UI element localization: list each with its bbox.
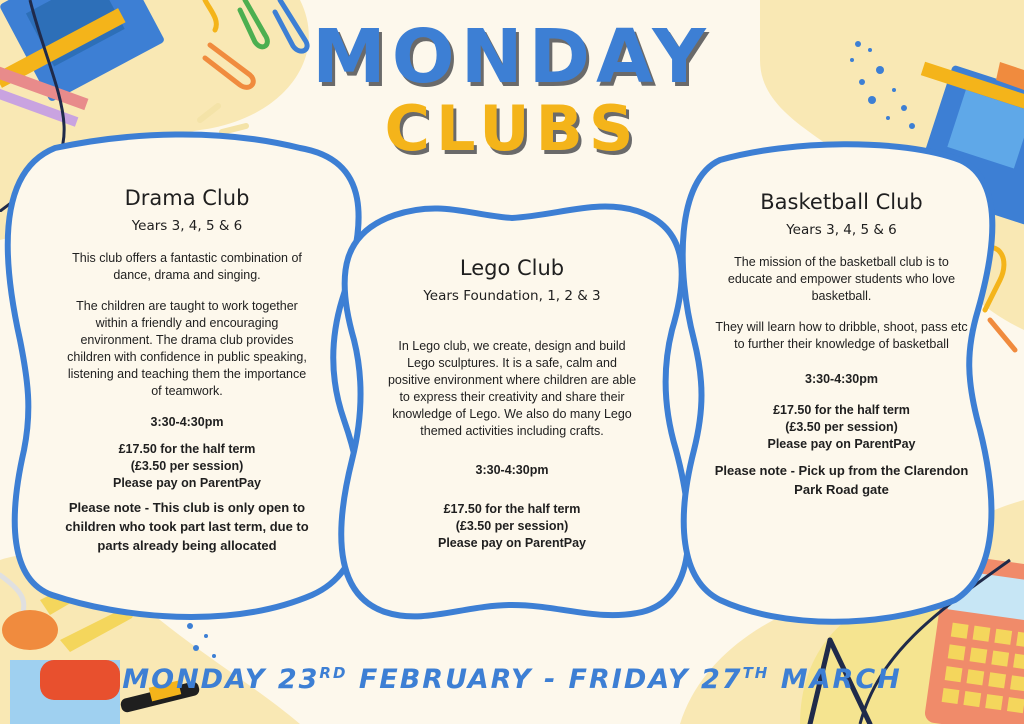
club-description: This club offers a fantastic combination of dance, drama and singing. (72, 251, 302, 282)
club-description: In Lego club, we create, design and build Lego sculptures. It is a safe, calm and positive environment where children are able to express their creativity and share their knowledge of Lego. We also do many Lego themed activities including crafts. (387, 339, 637, 438)
club-time: 3:30-4:30pm (805, 372, 878, 386)
club-time: 3:30-4:30pm (150, 415, 224, 429)
club-price: £17.50 for the half term (118, 442, 256, 456)
club-payment: Please pay on ParentPay (767, 437, 916, 451)
club-per-session: (£3.50 per session) (130, 459, 244, 473)
club-per-session: (£3.50 per session) (455, 519, 569, 533)
card-drama-club (62, 186, 312, 561)
club-name: Basketball Club (760, 190, 923, 214)
club-per-session: (£3.50 per session) (785, 420, 898, 434)
date-end: MARCH (769, 664, 902, 695)
date-end-suffix: TH (742, 664, 770, 682)
club-note: Please note - This club is only open to children who took part last term, due to parts already being allocated (65, 500, 309, 553)
club-description: The mission of the basketball club is to educate and empower students who love basketball. (727, 255, 956, 303)
card-basketball-club (714, 190, 969, 505)
card-lego-club (387, 256, 637, 558)
title-monday: MONDAY (312, 14, 712, 100)
club-price: £17.50 for the half term (443, 502, 581, 516)
club-description: The children are taught to work together within a friendly and encouraging environment. The drama club provides children with confidence in public speaking, listening and teaching them the importance of teamwork. (67, 299, 307, 398)
club-note: Please note - Pick up from the Clarendon Park Road gate (714, 463, 969, 497)
date-start-suffix: RD (319, 664, 348, 682)
club-name: Drama Club (124, 186, 250, 210)
club-payment: Please pay on ParentPay (113, 476, 261, 490)
club-payment: Please pay on ParentPay (438, 536, 586, 550)
club-years: Years 3, 4, 5 & 6 (131, 218, 243, 234)
title-clubs: CLUBS (384, 92, 640, 165)
club-years: Years 3, 4, 5 & 6 (786, 222, 897, 238)
club-time: 3:30-4:30pm (475, 463, 549, 477)
club-description: They will learn how to dribble, shoot, pass etc to further their knowledge of basketball (715, 320, 968, 351)
club-years: Years Foundation, 1, 2 & 3 (423, 288, 601, 304)
date-range (0, 664, 1024, 695)
date-middle: FEBRUARY - FRIDAY 27 (347, 664, 743, 695)
club-price: £17.50 for the half term (773, 403, 910, 417)
date-start: MONDAY 23 (122, 664, 320, 695)
club-name: Lego Club (459, 256, 565, 280)
